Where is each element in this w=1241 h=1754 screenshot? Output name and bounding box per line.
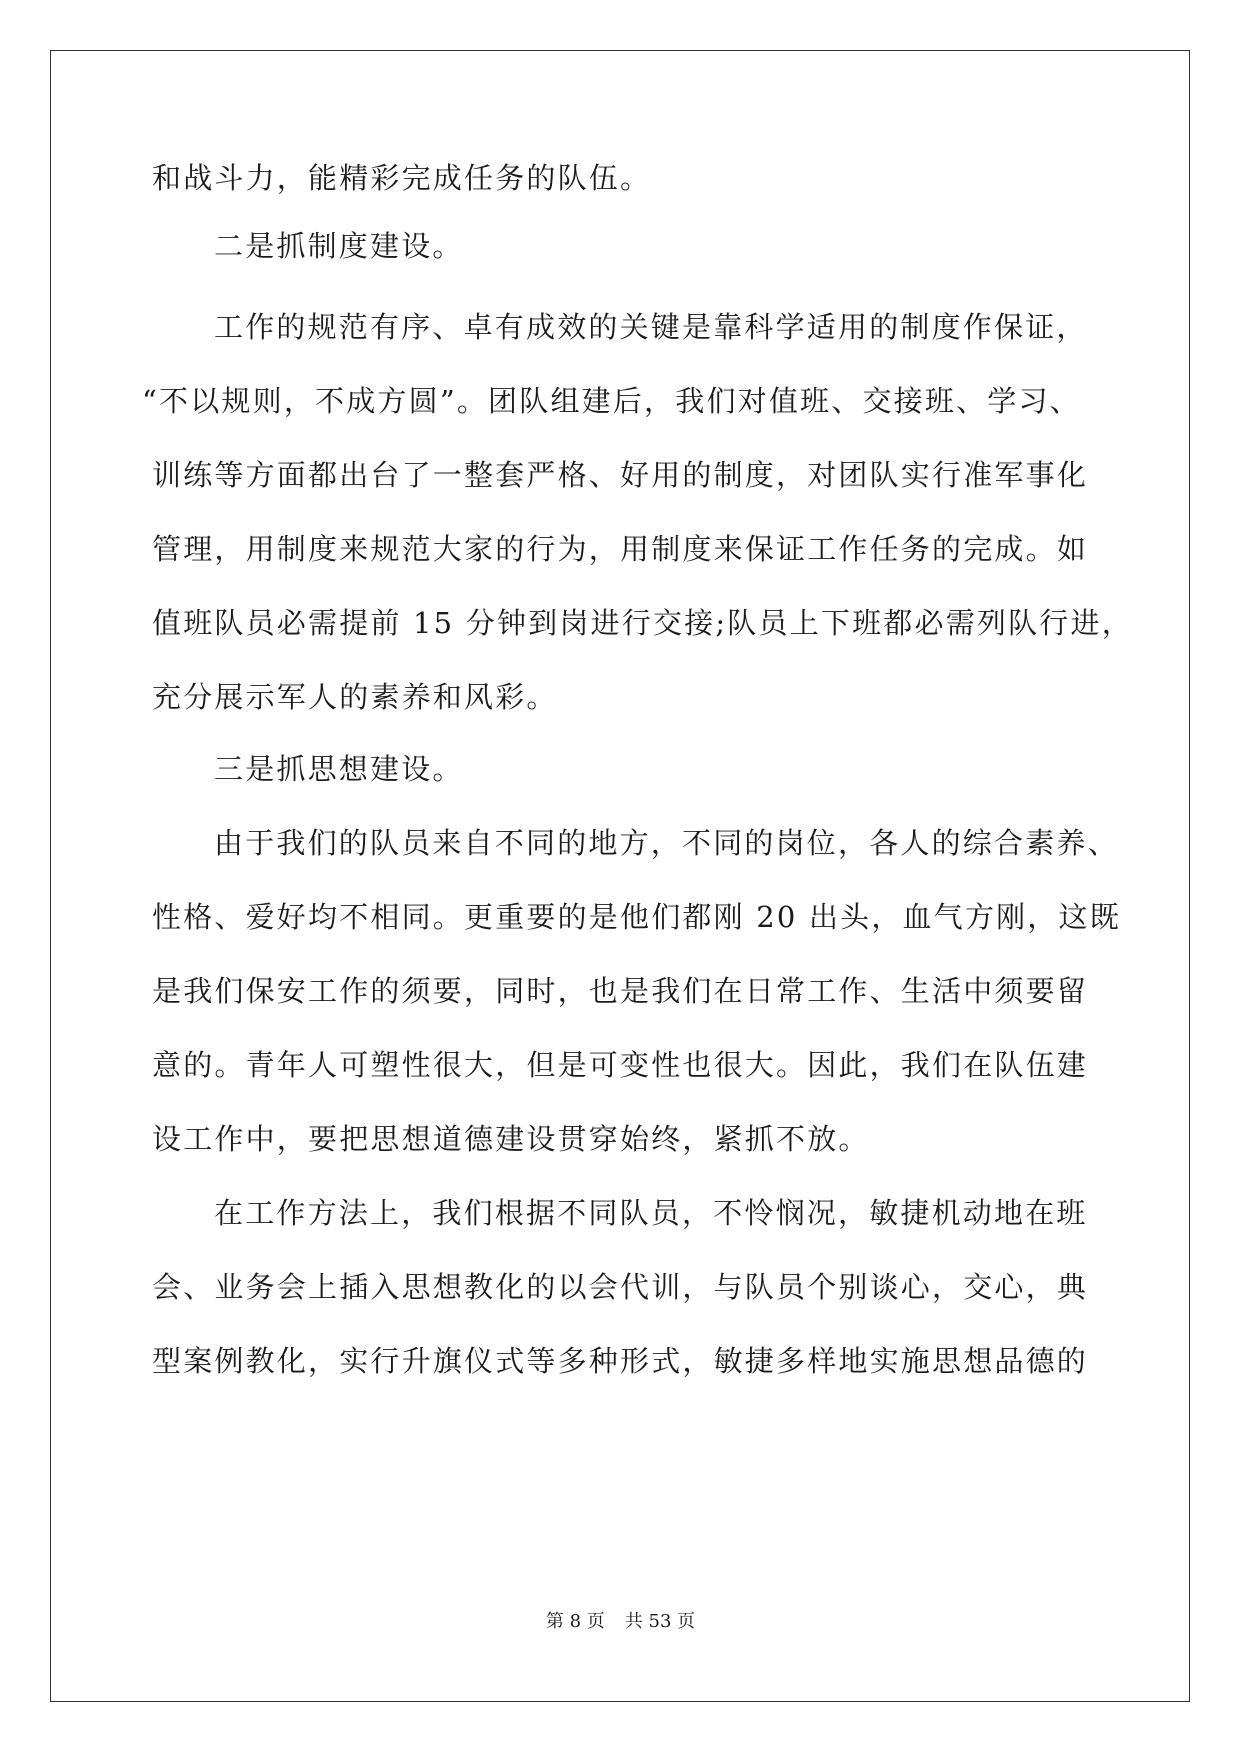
text-line: 在工作方法上，我们根据不同队员，不怜悯况，敏捷机动地在班	[214, 1196, 1088, 1230]
text-line: 性格、爱好均不相同。更重要的是他们都刚 20 出头，血气方刚，这既	[152, 900, 1121, 934]
text-line: 充分展示军人的素养和风彩。	[152, 680, 558, 714]
text-line: 和战斗力，能精彩完成任务的队伍。	[152, 161, 652, 195]
text-line: 型案例教化，实行升旗仪式等多种形式，敏捷多样地实施思想品德的	[152, 1344, 1089, 1378]
text-line: 管理，用制度来规范大家的行为，用制度来保证工作任务的完成。如	[152, 532, 1089, 566]
text-line: 由于我们的队员来自不同的地方，不同的岗位，各人的综合素养、	[214, 826, 1119, 860]
page-total: 共 53 页	[624, 1611, 696, 1632]
text-line: “不以规则，不成方圆”。团队组建后，我们对值班、交接班、学习、	[142, 384, 1081, 418]
page-footer	[0, 1610, 1241, 1634]
text-line: 意的。青年人可塑性很大，但是可变性也很大。因此，我们在队伍建	[152, 1048, 1089, 1082]
text-line: 训练等方面都出台了一整套严格、好用的制度，对团队实行准军事化	[152, 458, 1089, 492]
text-line: 是我们保安工作的须要，同时，也是我们在日常工作、生活中须要留	[152, 974, 1089, 1008]
section-heading: 三是抓思想建设。	[214, 752, 464, 786]
text-line: 会、业务会上插入思想教化的以会代训，与队员个别谈心，交心，典	[152, 1270, 1089, 1304]
section-heading: 二是抓制度建设。	[214, 229, 464, 263]
page-border	[50, 50, 1190, 1702]
text-line: 值班队员必需提前 15 分钟到岗进行交接;队员上下班都必需列队行进，	[152, 606, 1133, 640]
text-line: 工作的规范有序、卓有成效的关键是靠科学适用的制度作保证，	[214, 310, 1088, 344]
text-line: 设工作中，要把思想道德建设贯穿始终，紧抓不放。	[152, 1122, 870, 1156]
page-number: 第 8 页	[545, 1611, 605, 1632]
